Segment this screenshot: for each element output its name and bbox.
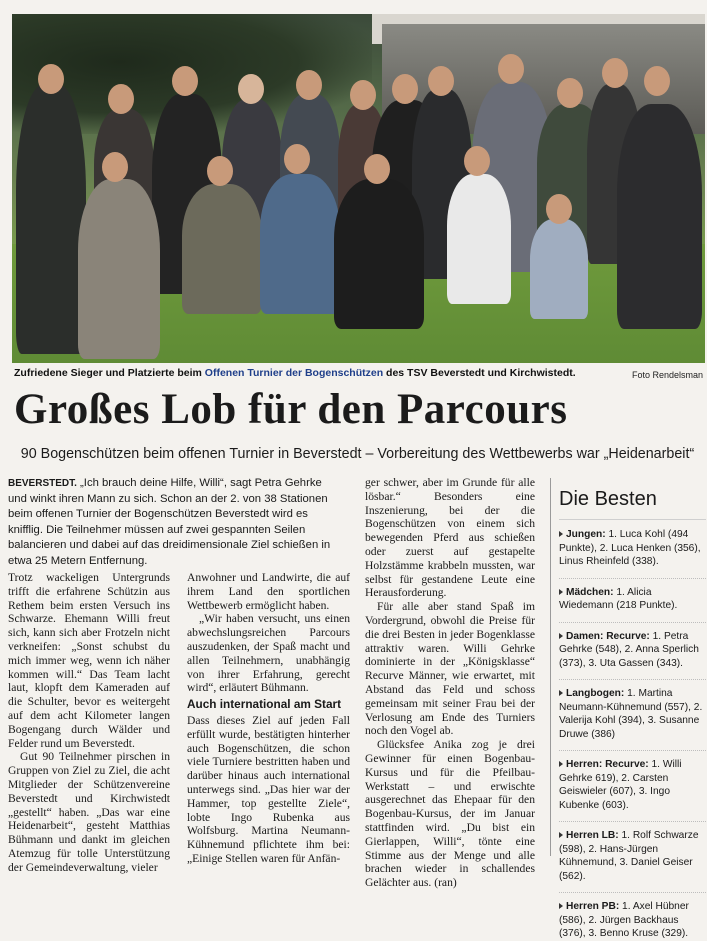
photo-face [238, 74, 264, 104]
article-column-2 [187, 571, 350, 866]
result-category: Damen: Recurve: [566, 630, 650, 642]
paragraph: Trotz wackeligen Untergrunds trifft die erfahrene Schützin aus Rethem beim ersten Versuch ins Schwarze. Ehemann Willi freut sich, kann sich aber Frotzeln nicht verkneifen: „Sonst schubst du mich immer weg, wenn ich näher kommen will.“ Das Team lacht laut, klopft dem Kameraden auf die Schulter, bevor es weitergeht auf dem acht Kilometer langen Bogengang durch Wälder und Felder rund um Beverstedt. [8, 571, 170, 750]
article-column-3 [365, 476, 535, 890]
caption-tail: des TSV Beverstedt und Kirchwistedt. [383, 367, 576, 379]
photo-face [350, 80, 376, 110]
paragraph: Anwohner und Landwirte, die auf ihrem Land den sportlichen Wettbewerb ermöglicht haben. [187, 571, 350, 612]
photo-face [108, 84, 134, 114]
bullet-triangle-icon [559, 589, 563, 595]
result-text: 1. Alicia Wiedemann (218 Punkte). [559, 586, 678, 611]
result-text: 1. Luca Kohl (494 Punkte), 2. Luca Henken (356), Linus Rheinfeld (338). [559, 529, 701, 567]
result-entry [559, 586, 706, 613]
result-category: Mädchen: [566, 586, 614, 598]
photo-person [617, 104, 702, 329]
photo-face [172, 66, 198, 96]
photo-person [530, 219, 588, 319]
result-category: Jungen: [566, 529, 606, 540]
paragraph: „Wir haben versucht, uns einen abwechslungsreichen Parcours auszudenken, der Spaß macht und allen Teilnehmern, unabhängig von ihrer Erfahrung, gerecht wird“, erläutert Bühmann. [187, 612, 350, 695]
sidebar-title: Die Besten [559, 488, 657, 510]
sidebar-rule [559, 519, 706, 520]
divider [559, 750, 706, 751]
article-headline: Großes Lob für den Parcours [14, 386, 568, 433]
result-text: 1. Rolf Schwarze (598), 2. Hans-Jürgen Kühnemund, 3. Daniel Geiser (562). [559, 830, 699, 882]
paragraph: Für alle aber stand Spaß im Vordergrund, obwohl die Preise für die drei Besten in jeder Bogenklasse attraktiv waren. Willi Gehrke dominierte in der „Königsklasse“ Recurve Männer, wie erwartet, mit Abstand das Feld und schoss gemeinsam mit seiner Frau bei der Verlosung am Ende des Turniers noch den Vogel ab. [365, 600, 535, 738]
results-sidebar [550, 478, 706, 939]
photo-person [334, 179, 424, 329]
divider [559, 578, 706, 579]
photo-face [102, 152, 128, 182]
caption-lead: Zufriedene Sieger und Platzierte beim [14, 367, 205, 379]
paragraph: ger schwer, aber im Grunde für alle lösbar.“ Besonders eine Inszenierung, bei der die Bogenschützen von einem sich bewegenden Pferd aus schießen oder zuerst auf gestapelte Holzstämme krabbeln mussten, war selbst für gestandene Leute eine Herausforderung. [365, 476, 535, 600]
result-entry [559, 687, 706, 741]
photo-face [38, 64, 64, 94]
caption-highlight: Offenen Turnier der Bogenschützen [204, 367, 384, 379]
photo-face [464, 146, 490, 176]
photo-face [364, 154, 390, 184]
divider [559, 892, 706, 893]
bullet-triangle-icon [559, 531, 563, 537]
photo-credit: Foto Rendelsman [631, 370, 703, 380]
result-text: 1. Axel Hübner (586), 2. Jürgen Backhaus (376), 3. Benno Kruse (329). [559, 901, 689, 939]
paragraph: Dass dieses Ziel auf jeden Fall erfüllt wurde, bestätigten hinterher auch Bogenschützen, die schon viele Turniere bestritten haben und darüber hinaus auch international unterwegs sind. „Das hier war der Hammer, top gestellte Ziele“, lobte Ingo Rubenka aus Wolfsburg. Martina Neumann-Kühnemund pflichtete ihm bei: „Einige Stellen waren für Anfän- [187, 713, 350, 865]
photo-person [182, 184, 262, 314]
result-text: 1. Petra Gehrke (548), 2. Anna Sperlich (373), 3. Uta Gassen (343). [559, 630, 699, 669]
result-category: Herren: Recurve: [566, 759, 649, 770]
divider [559, 622, 706, 623]
result-category: Langbogen: [566, 688, 625, 699]
photo-caption [14, 367, 576, 379]
bullet-triangle-icon [559, 903, 563, 909]
photo-face [284, 144, 310, 174]
article-subheadline: 90 Bogenschützen beim offenen Turnier in Beverstedt – Vorbereitung des Wettbewerbs war „Heidenarbeit“ [20, 446, 695, 462]
result-entry [559, 900, 706, 941]
dateline: BEVERSTEDT. [8, 478, 77, 489]
photo-person [16, 84, 86, 354]
photo-face [557, 78, 583, 108]
paragraph: Gut 90 Teilnehmer pirschen in Gruppen von Ziel zu Ziel, die acht Mitglieder der Schützenvereine Beverstedt und Kirchwistedt „gestellt“ haben. „Das war eine Heidenarbeit“, gesteht Matthias Bühmann und dankt im gleichen Atemzug für tolle Unterstützung der Gemeindeverwaltung, vieler [8, 750, 170, 874]
lead-text: „Ich brauch deine Hilfe, Willi“, sagt Petra Gehrke und winkt ihren Mann zu sich. Schon an der 2. von 38 Stationen beim offenen Turnier der Bogenschützen Beverstedt wird es knifflig. Die Teilnehmer müssen auf zwei gespannten Seilen balancieren und dabei auf das dreidimensionale Ziel schießen in etwa 25 Metern Entfernung. [8, 477, 331, 567]
bullet-triangle-icon [559, 633, 563, 639]
photo-face [392, 74, 418, 104]
photo-person [260, 174, 340, 314]
divider [559, 679, 706, 680]
bullet-triangle-icon [559, 761, 563, 767]
result-category: Herren PB: [566, 901, 620, 912]
divider [559, 821, 706, 822]
photo-face [546, 194, 572, 224]
article-column-1 [8, 571, 170, 875]
group-photo [12, 14, 705, 363]
photo-person [447, 174, 511, 304]
photo-face [602, 58, 628, 88]
result-entry [559, 630, 706, 671]
result-text: 1. Martina Neumann-Kühnemund (557), 2. Valerija Kohl (394), 3. Susanne Druwe (386) [559, 688, 703, 740]
photo-person [78, 179, 160, 359]
photo-face [428, 66, 454, 96]
article-lead [8, 476, 334, 570]
result-category: Herren LB: [566, 830, 619, 841]
photo-face [498, 54, 524, 84]
photo-face [644, 66, 670, 96]
result-text: 1. Willi Gehrke 619), 2. Carsten Geiswieler (607), 3. Ingo Kubenke (603). [559, 759, 682, 811]
paragraph: Glücksfee Anika zog je drei Gewinner für einen Bogenbau-Kursus und für die Pfeilbau-Werkstatt – und erwischte ausgerechnet das Ehepaar für den Bogenbau-Kursus, der im Januar stattfinden wird. „Du bist ein Gierlappen, Willi“, tönte eine Stimme aus der Menge und alle brachen wieder in schallendes Gelächter aus. (ran) [365, 738, 535, 890]
bullet-triangle-icon [559, 690, 563, 696]
result-entry [559, 829, 706, 883]
subheading: Auch international am Start [187, 697, 342, 712]
bullet-triangle-icon [559, 832, 563, 838]
photo-face [207, 156, 233, 186]
result-entry [559, 758, 706, 812]
photo-face [296, 70, 322, 100]
result-entry [559, 528, 706, 569]
